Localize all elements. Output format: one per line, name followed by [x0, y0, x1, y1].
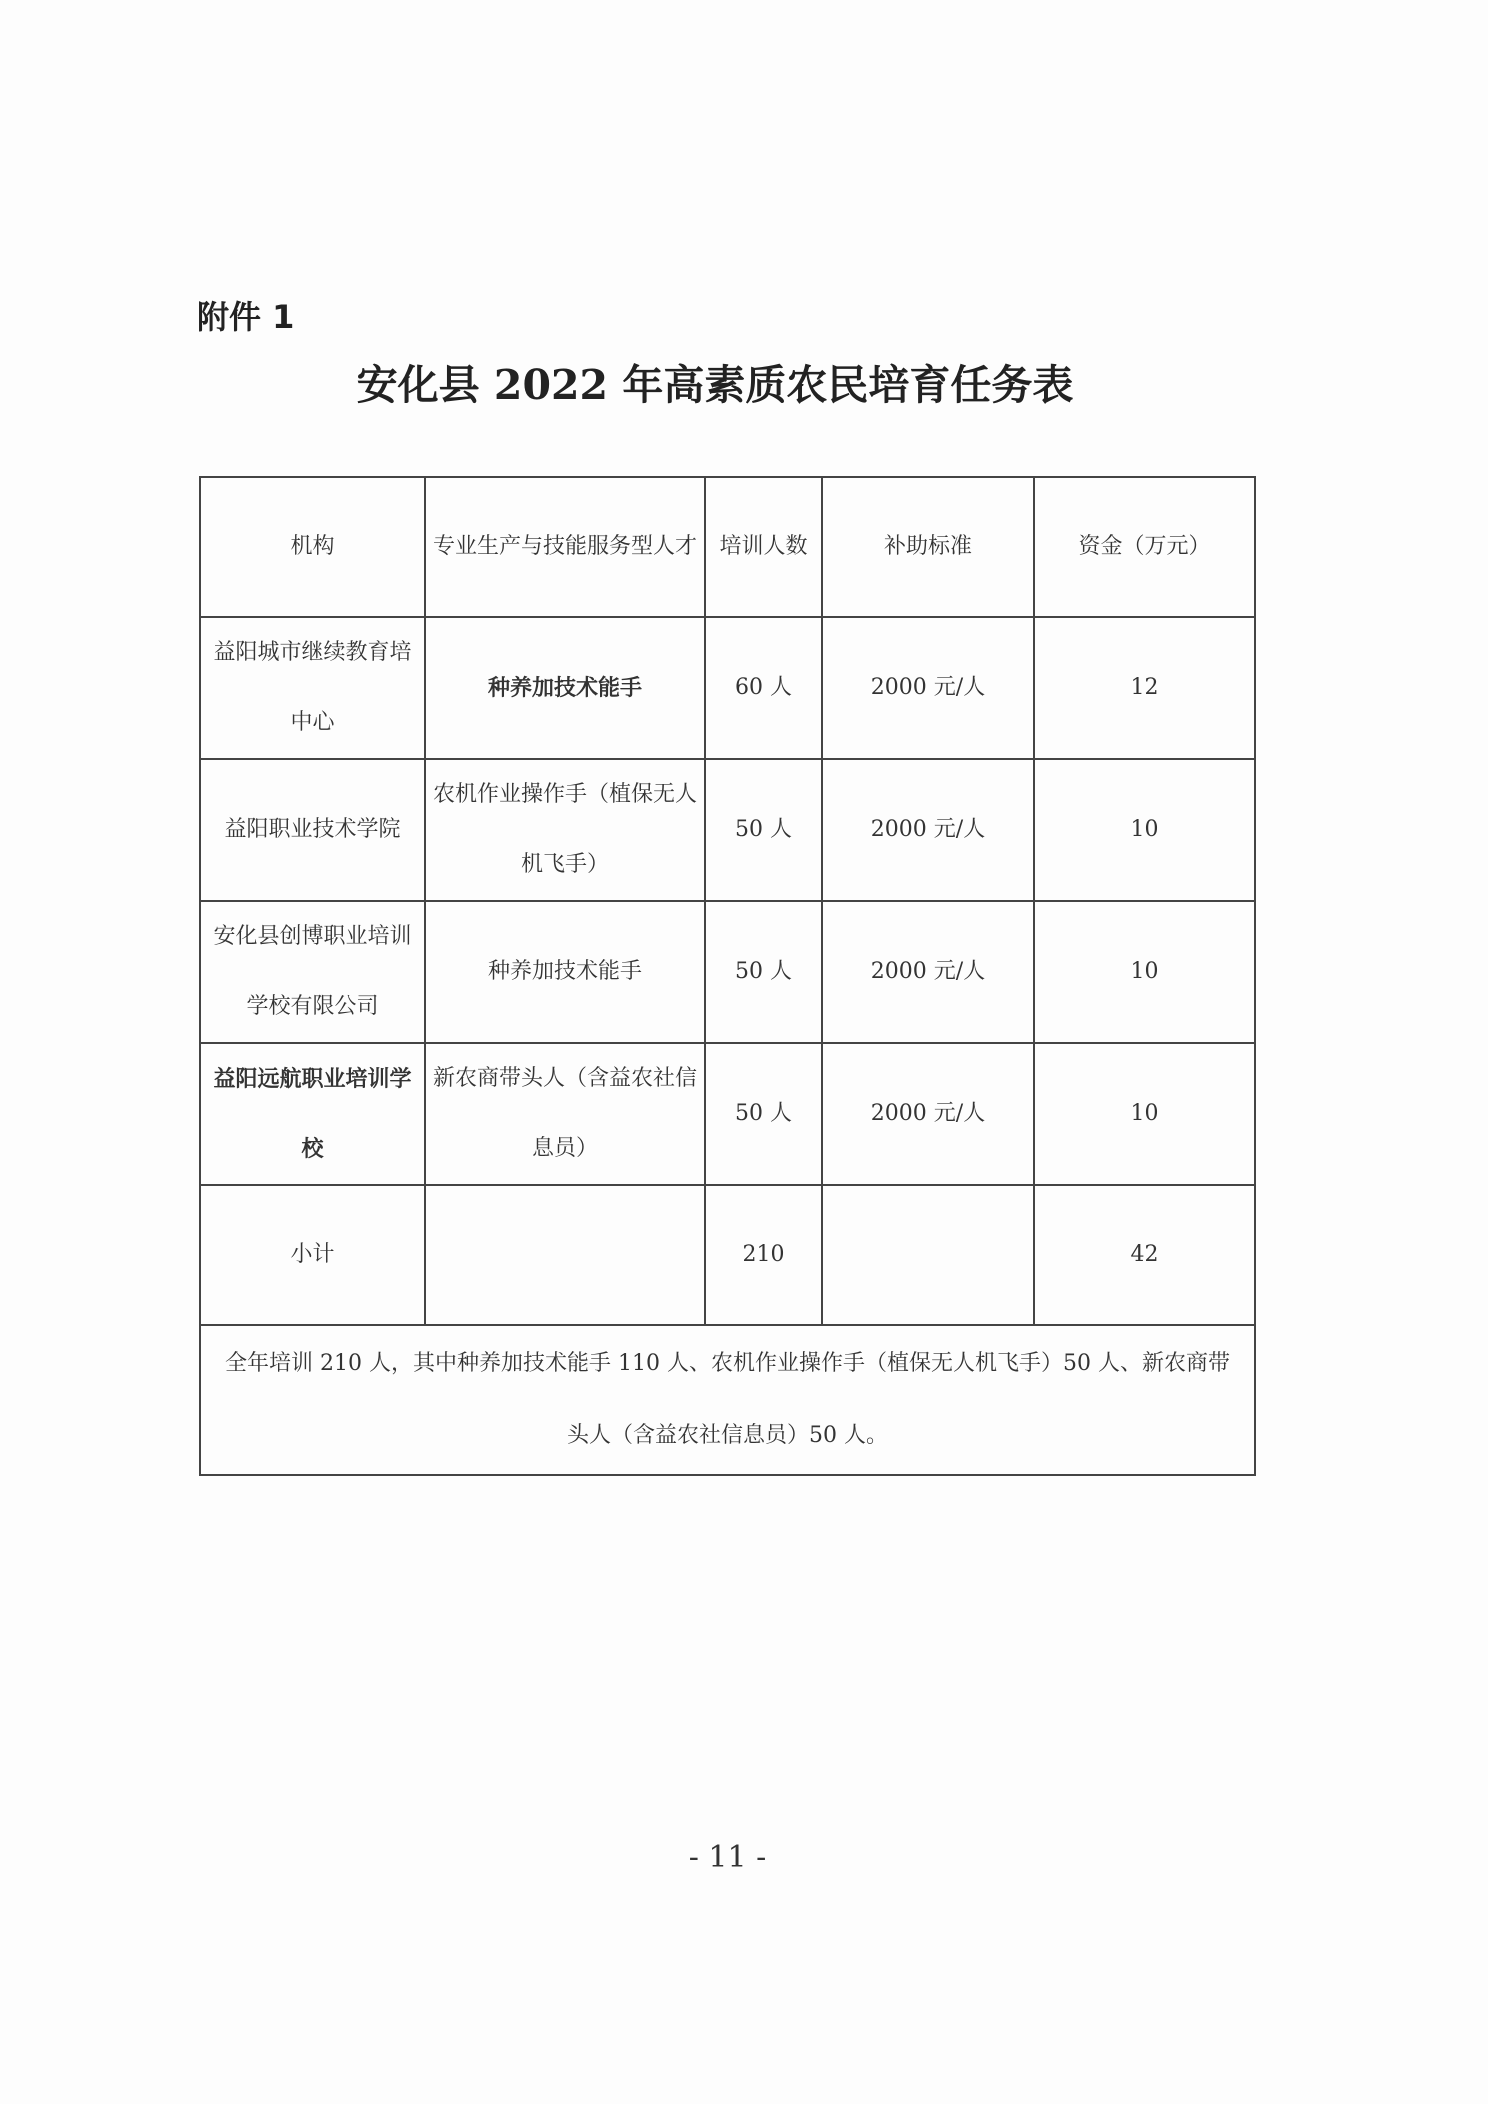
- cell-talent-type: 种养加技术能手: [425, 901, 705, 1043]
- cell-talent-type: 新农商带头人（含益农社信息员）: [425, 1043, 705, 1185]
- subtotal-label: 小计: [200, 1185, 425, 1325]
- subtotal-trainees: 210: [705, 1185, 822, 1325]
- table-row: [200, 1043, 1255, 1185]
- subtotal-talent-type: [425, 1185, 705, 1325]
- cell-funds: 10: [1034, 759, 1255, 901]
- cell-funds: 12: [1034, 617, 1255, 759]
- cell-institution: 安化县创博职业培训学校有限公司: [200, 901, 425, 1043]
- cell-institution: 益阳职业技术学院: [200, 759, 425, 901]
- header-cell-talent-type: 专业生产与技能服务型人才: [425, 477, 705, 617]
- table-subtotal-row: [200, 1185, 1255, 1325]
- cell-funds: 10: [1034, 1043, 1255, 1185]
- cell-talent-type: 农机作业操作手（植保无人机飞手）: [425, 759, 705, 901]
- cell-trainees: 50 人: [705, 759, 822, 901]
- table-row: [200, 901, 1255, 1043]
- table-row: [200, 617, 1255, 759]
- cell-trainees: 50 人: [705, 901, 822, 1043]
- page-title: 安化县 2022 年高素质农民培育任务表: [356, 361, 1074, 409]
- cell-trainees: 60 人: [705, 617, 822, 759]
- cell-subsidy: 2000 元/人: [822, 901, 1034, 1043]
- subtotal-subsidy: [822, 1185, 1034, 1325]
- cell-institution: 益阳城市继续教育培中心: [200, 617, 425, 759]
- table-row: [200, 759, 1255, 901]
- subtotal-funds: 42: [1034, 1185, 1255, 1325]
- cell-talent-type: 种养加技术能手: [425, 617, 705, 759]
- cell-subsidy: 2000 元/人: [822, 617, 1034, 759]
- cell-institution: 益阳远航职业培训学校: [200, 1043, 425, 1185]
- cell-subsidy: 2000 元/人: [822, 759, 1034, 901]
- cell-subsidy: 2000 元/人: [822, 1043, 1034, 1185]
- header-cell-funds: 资金（万元）: [1034, 477, 1255, 617]
- header-cell-subsidy: 补助标准: [822, 477, 1034, 617]
- cell-funds: 10: [1034, 901, 1255, 1043]
- table-header-row: [200, 477, 1255, 617]
- header-cell-trainees: 培训人数: [705, 477, 822, 617]
- header-cell-institution: 机构: [200, 477, 425, 617]
- page-number: - 11 -: [688, 1840, 767, 1875]
- task-table: [199, 476, 1256, 1476]
- attachment-label: 附件 1: [197, 298, 295, 336]
- table-note-row: [200, 1325, 1255, 1475]
- cell-trainees: 50 人: [705, 1043, 822, 1185]
- table-note: 全年培训 210 人，其中种养加技术能手 110 人、农机作业操作手（植保无人机飞手）50 人、新农商带头人（含益农社信息员）50 人。: [200, 1325, 1255, 1475]
